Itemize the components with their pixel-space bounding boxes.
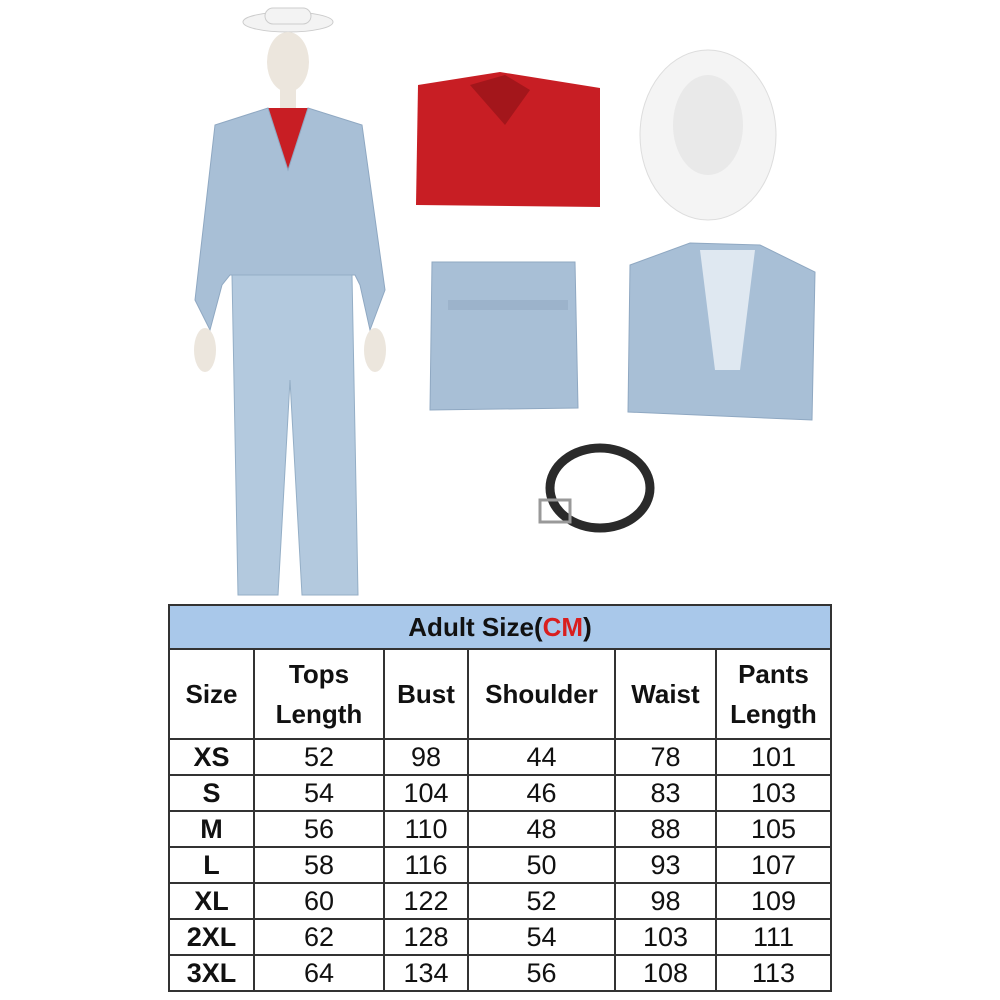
white-hat: [640, 50, 776, 220]
header-line: Bust: [397, 679, 455, 709]
measurement-cell: 111: [716, 919, 831, 955]
measurement-cell: 98: [615, 883, 716, 919]
measurement-cell: 109: [716, 883, 831, 919]
measurement-cell: 52: [468, 883, 615, 919]
measurement-cell: 44: [468, 739, 615, 775]
size-label-cell: 3XL: [169, 955, 254, 991]
size-label-cell: XS: [169, 739, 254, 775]
measurement-cell: 56: [254, 811, 384, 847]
measurement-cell: 104: [384, 775, 468, 811]
measurement-cell: 116: [384, 847, 468, 883]
measurement-cell: 56: [468, 955, 615, 991]
size-label-cell: M: [169, 811, 254, 847]
unit-label: CM: [542, 611, 584, 642]
table-row: [169, 919, 831, 955]
measurement-cell: 108: [615, 955, 716, 991]
header-line: Size: [185, 679, 238, 709]
table-row: [169, 955, 831, 991]
measurement-cell: 83: [615, 775, 716, 811]
column-header: [384, 649, 468, 739]
measurement-cell: 113: [716, 955, 831, 991]
table-row: [169, 775, 831, 811]
red-shirt: [416, 72, 600, 207]
measurement-cell: 50: [468, 847, 615, 883]
column-header: [615, 649, 716, 739]
size-chart-title: Adult Size(CM): [169, 605, 831, 649]
measurement-cell: 103: [716, 775, 831, 811]
belt: [540, 448, 650, 528]
table-row: [169, 883, 831, 919]
pants-folded: [430, 262, 578, 410]
column-header: [468, 649, 615, 739]
header-line: Length: [275, 699, 363, 729]
measurement-cell: 122: [384, 883, 468, 919]
measurement-cell: 54: [254, 775, 384, 811]
column-header: [254, 649, 384, 739]
jacket-folded: [628, 243, 815, 420]
measurement-cell: 93: [615, 847, 716, 883]
measurement-cell: 134: [384, 955, 468, 991]
measurement-cell: 54: [468, 919, 615, 955]
measurement-cell: 110: [384, 811, 468, 847]
measurement-cell: 62: [254, 919, 384, 955]
size-label-cell: S: [169, 775, 254, 811]
measurement-cell: 88: [615, 811, 716, 847]
size-chart-table: [168, 604, 832, 992]
measurement-cell: 107: [716, 847, 831, 883]
table-row: [169, 811, 831, 847]
measurement-cell: 78: [615, 739, 716, 775]
table-row: [169, 739, 831, 775]
measurement-cell: 128: [384, 919, 468, 955]
size-label-cell: 2XL: [169, 919, 254, 955]
size-label-cell: XL: [169, 883, 254, 919]
column-header: [169, 649, 254, 739]
table-row: [169, 847, 831, 883]
header-line: Pants: [738, 659, 809, 689]
column-header: [716, 649, 831, 739]
measurement-cell: 101: [716, 739, 831, 775]
measurement-cell: 48: [468, 811, 615, 847]
size-label-cell: L: [169, 847, 254, 883]
header-line: Tops: [288, 659, 350, 689]
header-line: Length: [730, 699, 817, 729]
measurement-cell: 105: [716, 811, 831, 847]
measurement-cell: 60: [254, 883, 384, 919]
measurement-cell: 58: [254, 847, 384, 883]
measurement-cell: 46: [468, 775, 615, 811]
header-line: Shoulder: [485, 679, 598, 709]
measurement-cell: 103: [615, 919, 716, 955]
mannequin-outfit: [194, 8, 386, 595]
measurement-cell: 52: [254, 739, 384, 775]
measurement-cell: 64: [254, 955, 384, 991]
header-line: Waist: [631, 679, 700, 709]
measurement-cell: 98: [384, 739, 468, 775]
